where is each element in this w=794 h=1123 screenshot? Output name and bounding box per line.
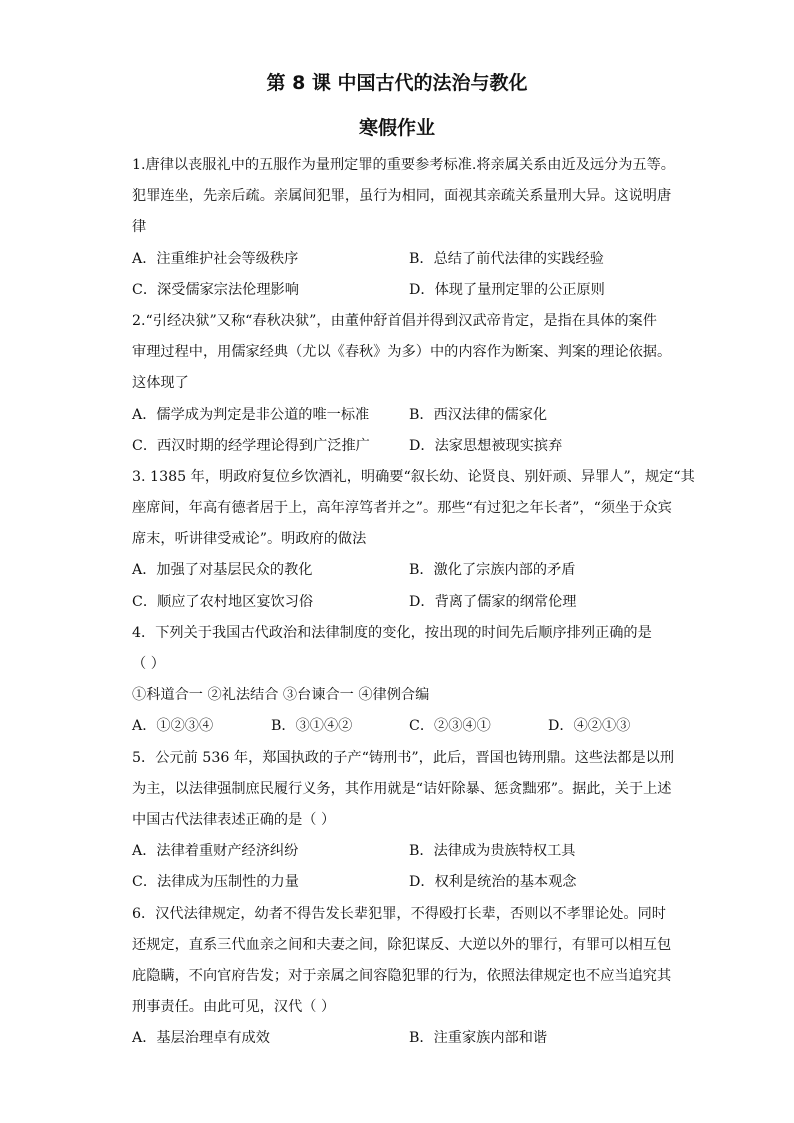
question-stem-line: 律 bbox=[132, 219, 147, 236]
option-c: C．西汉时期的经学理论得到广泛推广 bbox=[132, 437, 370, 454]
option-d: D．体现了量刑定罪的公正原则 bbox=[409, 281, 605, 298]
option-d: D．背离了儒家的纲常伦理 bbox=[409, 593, 577, 610]
question-stem-line: 这体现了 bbox=[132, 375, 189, 392]
question-4 bbox=[132, 618, 672, 743]
option-d: D．法家思想被现实摈弃 bbox=[409, 437, 563, 454]
question-stem-line: 为主，以法律强制庶民履行义务，其作用就是“诘奸除暴、惩贪黜邪”。据此，关于上述 bbox=[132, 780, 672, 797]
option-a: A．儒学成为判定是非公道的唯一标准 bbox=[132, 406, 370, 423]
option-b: B．激化了宗族内部的矛盾 bbox=[409, 562, 576, 579]
option-a: A．注重维护社会等级秩序 bbox=[132, 250, 299, 267]
option-row bbox=[132, 400, 672, 431]
option-row bbox=[132, 587, 672, 618]
option-row bbox=[132, 836, 672, 867]
question-stem-line: （ ） bbox=[132, 656, 165, 672]
question-stem-line: ①科道合一 ②礼法结合 ③台谏合一 ④律例合编 bbox=[132, 687, 430, 704]
option-d: D．④②①③ bbox=[548, 718, 631, 735]
question-3 bbox=[132, 462, 695, 618]
option-b: B．③①④② bbox=[271, 718, 353, 735]
question-stem-line: 审理过程中，用儒家经典（尤以《春秋》为多）中的内容作为断案、判案的理论依据。 bbox=[132, 344, 672, 361]
option-row bbox=[132, 1023, 672, 1054]
option-row bbox=[132, 555, 672, 586]
question-stem-line: 4．下列关于我国古代政治和法律制度的变化，按出现的时间先后顺序排列正确的是 bbox=[132, 624, 652, 641]
page-subtitle: 寒假作业 bbox=[358, 117, 435, 139]
option-a: A．①②③④ bbox=[132, 718, 214, 735]
question-stem-line: 1.唐律以丧服礼中的五服作为量刑定罪的重要参考标准.将亲属关系由近及远分为五等。 bbox=[132, 157, 675, 173]
option-b: B．注重家族内部和谐 bbox=[409, 1030, 548, 1047]
question-stem-line: 座席间，年高有德者居于上，高年淳笃者并之”。那些“有过犯之年长者”，“须坐于众宾 bbox=[132, 500, 672, 517]
option-c: C．②③④① bbox=[409, 718, 491, 735]
option-d: D．权利是统治的基本观念 bbox=[409, 874, 577, 891]
question-stem-line: 中国古代法律表述正确的是（ ） bbox=[132, 811, 336, 828]
option-c: C．深受儒家宗法伦理影响 bbox=[132, 281, 299, 298]
question-list bbox=[132, 150, 695, 1054]
option-row bbox=[132, 867, 672, 898]
question-stem-line: 刑事责任。由此可见，汉代（ ） bbox=[132, 999, 336, 1016]
question-stem-line: 还规定，直系三代血亲之间和夫妻之间，除犯谋反、大逆以外的罪行，有罪可以相互包 bbox=[132, 936, 672, 953]
question-stem-line: 5．公元前 536 年，郑国执政的子产“铸刑书”，此后，晋国也铸刑鼎。这些法都是以刑 bbox=[132, 749, 675, 766]
option-b: B．法律成为贵族特权工具 bbox=[409, 843, 576, 860]
option-c: C．顺应了农村地区宴饮习俗 bbox=[132, 593, 314, 610]
question-5 bbox=[132, 743, 675, 899]
question-stem-line: 3. 1385 年，明政府复位乡饮酒礼，明确要“叙长幼、论贤良、别奸顽、异罪人”，规定“其 bbox=[132, 468, 695, 485]
option-a: A．加强了对基层民众的教化 bbox=[132, 562, 313, 579]
question-stem-line: 犯罪连坐，先亲后疏。亲属间犯罪，虽行为相同，面视其亲疏关系量刑大异。这说明唐 bbox=[132, 188, 672, 205]
option-b: B．西汉法律的儒家化 bbox=[409, 406, 548, 423]
option-row bbox=[132, 711, 672, 742]
option-b: B．总结了前代法律的实践经验 bbox=[409, 250, 604, 267]
question-stem-line: 2.“引经决狱”又称“春秋决狱”，由董仲舒首倡并得到汉武帝肯定，是指在具体的案件 bbox=[132, 312, 657, 329]
question-2 bbox=[132, 306, 672, 462]
option-c: C．法律成为压制性的力量 bbox=[132, 874, 299, 891]
question-1 bbox=[132, 150, 675, 306]
option-row bbox=[132, 431, 672, 462]
question-stem-line: 6．汉代法律规定，幼者不得告发长辈犯罪，不得殴打长辈，否则以不孝罪论处。同时 bbox=[132, 905, 666, 922]
option-a: A．基层治理卓有成效 bbox=[132, 1030, 270, 1047]
page-title: 第 8 课 中国古代的法治与教化 bbox=[266, 72, 528, 94]
option-a: A．法律着重财产经济纠纷 bbox=[132, 843, 299, 860]
question-6 bbox=[132, 899, 672, 1055]
option-row bbox=[132, 244, 672, 275]
question-stem-line: 席末，听讲律受戒论”。明政府的做法 bbox=[132, 531, 367, 548]
question-stem-line: 庇隐瞒，不向官府告发；对于亲属之间容隐犯罪的行为，依照法律规定也不应当追究其 bbox=[132, 967, 672, 984]
option-row bbox=[132, 275, 672, 306]
